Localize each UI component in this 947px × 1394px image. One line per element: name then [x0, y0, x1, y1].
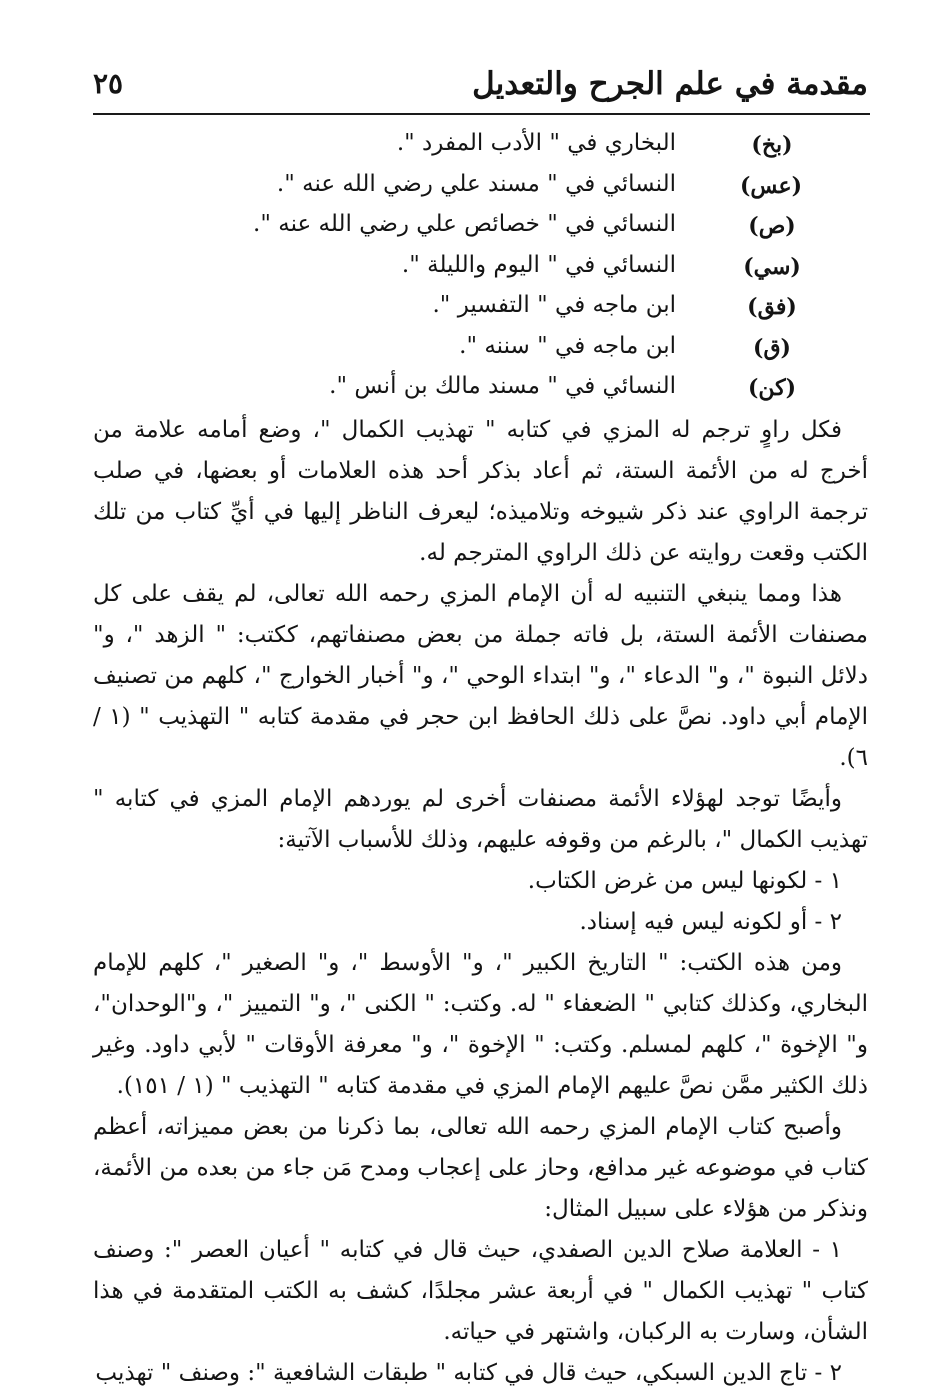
body-text	[93, 410, 868, 1394]
abbreviation-row	[93, 328, 868, 369]
page-header	[93, 60, 868, 110]
abbreviation-row	[93, 247, 868, 288]
paragraph: فكل راوٍ ترجم له المزي في كتابه " تهذيب الكمال "، وضع أمامه علامة من أخرج له من الأئمة الستة، ثم أعاد بذكر أحد هذه العلامات أو بعضها، في صلب ترجمة الراوي عند ذكر شيوخه وتلاميذه؛ ليعرف الناظر إليها في أيِّ كتاب من تلك الكتب وقعت روايته عن ذلك الراوي المترجم له.	[93, 417, 868, 566]
paragraph: هذا ومما ينبغي التنبيه له أن الإمام المزي رحمه الله تعالى، لم يقف على كل مصنفات الأئمة الستة، بل فاته جملة من بعض مصنفاتهم، ككتب: " الزهد "، و" دلائل النبوة "، و" الدعاء "، و" ابتداء الوحي "، و" أخبار الخوارج "، كلهم من تصنيف الإمام أبي داود. نصَّ على ذلك الحافظ ابن حجر في مقدمة كتابه " التهذيب " (١ / ٦).	[93, 581, 869, 771]
list-item: ٢ - أو لكونه ليس فيه إسناد.	[579, 909, 842, 935]
abbreviation-row	[93, 206, 868, 247]
abbreviation-code: (ص)	[748, 213, 796, 239]
abbreviation-list	[93, 125, 868, 409]
abbreviation-description: ابن ماجه في " سننه ".	[459, 332, 676, 359]
abbreviation-row	[93, 368, 868, 409]
abbreviation-row	[93, 125, 868, 166]
abbreviation-code: (عس)	[740, 172, 802, 199]
header-rule	[93, 113, 870, 115]
abbreviation-code: (ق)	[753, 334, 791, 361]
abbreviation-code: (كن)	[747, 375, 797, 401]
abbreviation-description: النسائي في " مسند علي رضي الله عنه ".	[276, 170, 676, 197]
abbreviation-code: (سي)	[743, 253, 801, 280]
list-item: ٢ - تاج الدين السبكي، حيث قال في كتابه " طبقات الشافعية ": وصنف " تهذيب	[95, 1360, 842, 1386]
abbreviation-description: النسائي في " اليوم والليلة ".	[401, 251, 676, 278]
abbreviation-code: (بخ)	[751, 132, 793, 158]
abbreviation-description: النسائي في " خصائص علي رضي الله عنه ".	[253, 211, 676, 237]
list-item: ١ - العلامة صلاح الدين الصفدي، حيث قال في كتابه " أعيان العصر ": وصنف كتاب " تهذيب الكمال " في أربعة عشر مجلدًا، كشف به الكتب المتقدمة في هذا الشأن، وسارت به الركبان، واشتهر في حياته.	[93, 1237, 868, 1345]
paragraph: ومن هذه الكتب: " التاريخ الكبير "، و" الأوسط "، و" الصغير "، كلهم للإمام البخاري، وكذلك كتابي " الضعفاء " له. وكتب: " الكنى "، و" التمييز "، و"الوحدان"، و" الإخوة "، كلهم لمسلم. وكتب: " الإخوة "، و" معرفة الأوقات " لأبي داود. وغير ذلك الكثير ممَّن نصَّ عليهم الإمام المزي في مقدمة كتابه " التهذيب " (١ / ١٥١).	[93, 950, 868, 1099]
abbreviation-description: البخاري في " الأدب المفرد ".	[396, 130, 676, 156]
abbreviation-code: (فق)	[747, 294, 797, 320]
list-item: ١ - لكونها ليس من غرض الكتاب.	[527, 868, 842, 894]
page-number: ٢٥	[93, 67, 124, 100]
abbreviation-description: ابن ماجه في " التفسير ".	[432, 292, 676, 318]
paragraph: وأصبح كتاب الإمام المزي رحمه الله تعالى، بما ذكرنا من بعض مميزاته، أعظم كتاب في موضوعه غير مدافع، وحاز على إعجاب ومدح مَن جاء من بعده من الأئمة، ونذكر من هؤلاء على سبيل المثال:	[93, 1114, 868, 1222]
abbreviation-row	[93, 287, 868, 328]
abbreviation-row	[93, 166, 868, 207]
running-title: مقدمة في علم الجرح والتعديل	[472, 66, 868, 102]
paragraph: وأيضًا توجد لهؤلاء الأئمة مصنفات أخرى لم يوردهم الإمام المزي في كتابه " تهذيب الكمال "، بالرغم من وقوفه عليهم، وذلك للأسباب الآتية:	[93, 786, 868, 853]
abbreviation-description: النسائي في " مسند مالك بن أنس ".	[329, 373, 676, 399]
